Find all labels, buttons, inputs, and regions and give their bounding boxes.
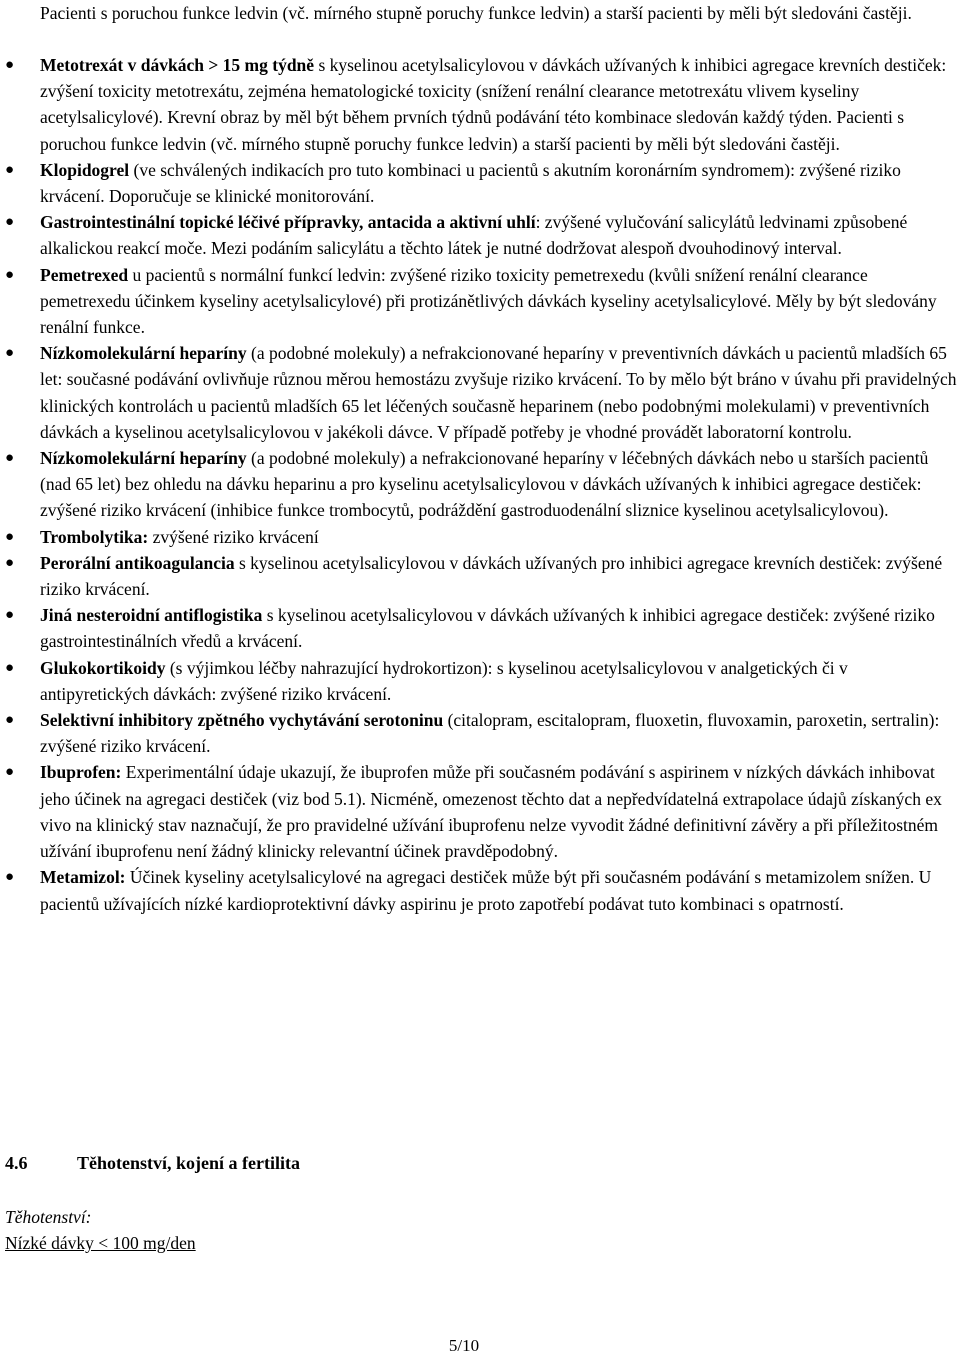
- item-bold-term: Glukokortikoidy: [40, 657, 166, 678]
- item-bold-term: Metotrexát v dávkách > 15 mg týdně: [40, 55, 315, 75]
- item-text: : zvýšené vylučování salicylátů ledvinami způsobené alkalickou reakcí moče. Mezi podáním salicylátu a těchto látek je nutné dodržovat alespoň dvouhodinový interval.: [40, 212, 908, 259]
- section-number: 4.6: [5, 1153, 28, 1173]
- item-text: (a podobné molekuly) a nefrakcionované heparíny v preventivních dávkách u pacientů mladších 65 let: současné podávání ovlivňuje různou měrou hemostázu zvyšuje riziko krvácení. To by mělo být bráno v úvahu při pravidelných klinických kontrolách u pacientů mladších 65 let léčených současně heparinem (nebo podobnými molekulami) v preventivních dávkách a kyselinou acetylsalicylovou v jakékoli dávce. V případě potřeby je vhodné provádět laboratorní kontrolu.: [40, 343, 957, 442]
- bullet-icon: ●: [5, 659, 15, 676]
- list-item: [0, 445, 958, 524]
- bullet-icon: ●: [5, 607, 15, 624]
- list-item: [0, 707, 958, 759]
- item-bold-term: Nízkomolekulární heparíny: [40, 448, 247, 469]
- bullet-icon: ●: [5, 450, 15, 467]
- bullet-icon: ●: [5, 57, 15, 73]
- list-item: [0, 864, 958, 916]
- list-item: [0, 262, 958, 341]
- bullet-icon: ●: [5, 266, 15, 283]
- section-heading: [5, 1150, 300, 1176]
- item-text: Účinek kyseliny acetylsalicylové na agregaci destiček může být při současném podávání s metamizolem snížen. U pacientů užívajících nízké kardioprotektivní dávky aspirinu je proto zapotřebí podávat tuto kombinaci s opatrností.: [40, 867, 932, 914]
- list-item: [0, 524, 958, 550]
- item-bold-term: Gastrointestinální topické léčivé přípravky, antacida a aktivní uhlí: [40, 212, 536, 233]
- intro-paragraph: Pacienti s poruchou funkce ledvin (vč. mírného stupně poruchy funkce ledvin) a starší pacienti by měli být sledováni častěji.: [40, 3, 912, 23]
- subheading-low-dose: Nízké dávky < 100 mg/den: [5, 1233, 196, 1253]
- bullet-icon: ●: [5, 869, 15, 886]
- list-item: [0, 655, 958, 707]
- list-item: [0, 550, 958, 602]
- bullet-icon: ●: [5, 554, 15, 571]
- bullet-icon: ●: [5, 345, 15, 362]
- item-bold-term: Pemetrexed: [40, 264, 129, 285]
- item-bold-term: Nízkomolekulární heparíny: [40, 343, 247, 364]
- list-item: [0, 157, 958, 209]
- item-text: s kyselinou acetylsalicylovou v dávkách užívaných k inhibici agregace krevních destiček: zvýšení toxicity metotrexátu, zejména hematologické toxicity (snížení renální clearance metotrexátu vlivem kyseliny acetylsalicylové). Krevní obraz by měl být během prvních týdnů podávání této kombinace sledován každý týden. Pacienti s poruchou funkce ledvin (vč. mírného stupně poruchy funkce ledvin) a starší pacienti by měli být sledováni častěji.: [40, 55, 947, 154]
- item-text: (s výjimkou léčby nahrazující hydrokortizon): s kyselinou acetylsalicylovou v analgetických či v antipyretických dávkách: zvýšené riziko krvácení.: [40, 657, 848, 704]
- list-item: [0, 602, 958, 654]
- interaction-list: [0, 52, 960, 917]
- item-bold-term: Selektivní inhibitory zpětného vychytávání serotoninu: [40, 710, 444, 731]
- page-number: 5/10: [448, 1336, 480, 1355]
- item-text: (citalopram, escitalopram, fluoxetin, fluvoxamin, paroxetin, sertralin): zvýšené riziko krvácení.: [40, 710, 940, 757]
- list-item: [0, 52, 958, 157]
- list-item: [0, 340, 958, 445]
- list-item: [0, 209, 958, 261]
- item-bold-term: Perorální antikoagulancia: [40, 552, 235, 573]
- item-text: Experimentální údaje ukazují, že ibuprofen může při současném podávání s aspirinem v nízkých dávkách inhibovat jeho účinek na agregaci destiček (viz bod 5.1). Nicméně, omezenost těchto dat a nepředvídatelná extrapolace údajů získaných ex vivo na klinický stav naznačují, že pro pravidelné užívání ibuprofenu nelze vyvodit žádné definitivní závěry a při příležitostném užívání ibuprofenu není žádný klinicky relevantní účinek pravděpodobný.: [40, 762, 942, 862]
- item-text: (ve schválených indikacích pro tuto kombinaci u pacientů s akutním koronárním syndromem): zvýšené riziko krvácení. Doporučuje se klinické monitorování.: [40, 159, 901, 207]
- bullet-icon: ●: [5, 528, 15, 545]
- subheading-pregnancy: Těhotenství:: [5, 1207, 92, 1227]
- item-bold-term: Metamizol:: [40, 867, 126, 888]
- item-text: zvýšené riziko krvácení: [148, 526, 319, 547]
- item-text: u pacientů s normální funkcí ledvin: zvýšené riziko toxicity pemetrexedu (kvůli snížení renální clearance pemetrexedu účinkem kyseliny acetylsalicylové) při protizánětlivých dávkách kyseliny acetylsalicylové. Měly by být sledovány renální funkce.: [40, 264, 937, 338]
- item-bold-term: Trombolytika:: [40, 526, 149, 547]
- bullet-icon: ●: [5, 161, 15, 178]
- item-text: (a podobné molekuly) a nefrakcionované heparíny v léčebných dávkách nebo u starších pacientů (nad 65 let) bez ohledu na dávku heparinu a pro kyselinu acetylsalicylovou v dávkách užívaných k inhibici agregace destiček: zvýšené riziko krvácení (inhibice funkce trombocytů, podráždění gastroduodenální sliznice kyselinou acetylsalicylovou).: [40, 448, 929, 521]
- section-title: Těhotenství, kojení a fertilita: [77, 1153, 300, 1173]
- item-text: s kyselinou acetylsalicylovou v dávkách užívaných k inhibici agregace destiček: zvýšené riziko gastrointestinálních vředů a krvácení.: [40, 605, 935, 652]
- item-bold-term: Klopidogrel: [40, 159, 130, 180]
- item-text: s kyselinou acetylsalicylovou v dávkách užívaných pro inhibici agregace krevních destiček: zvýšené riziko krvácení.: [40, 552, 943, 600]
- list-item: [0, 759, 958, 864]
- bullet-icon: ●: [5, 214, 15, 231]
- bullet-icon: ●: [5, 712, 15, 729]
- item-bold-term: Jiná nesteroidní antiflogistika: [40, 605, 263, 626]
- bullet-icon: ●: [5, 764, 15, 781]
- item-bold-term: Ibuprofen:: [40, 762, 122, 783]
